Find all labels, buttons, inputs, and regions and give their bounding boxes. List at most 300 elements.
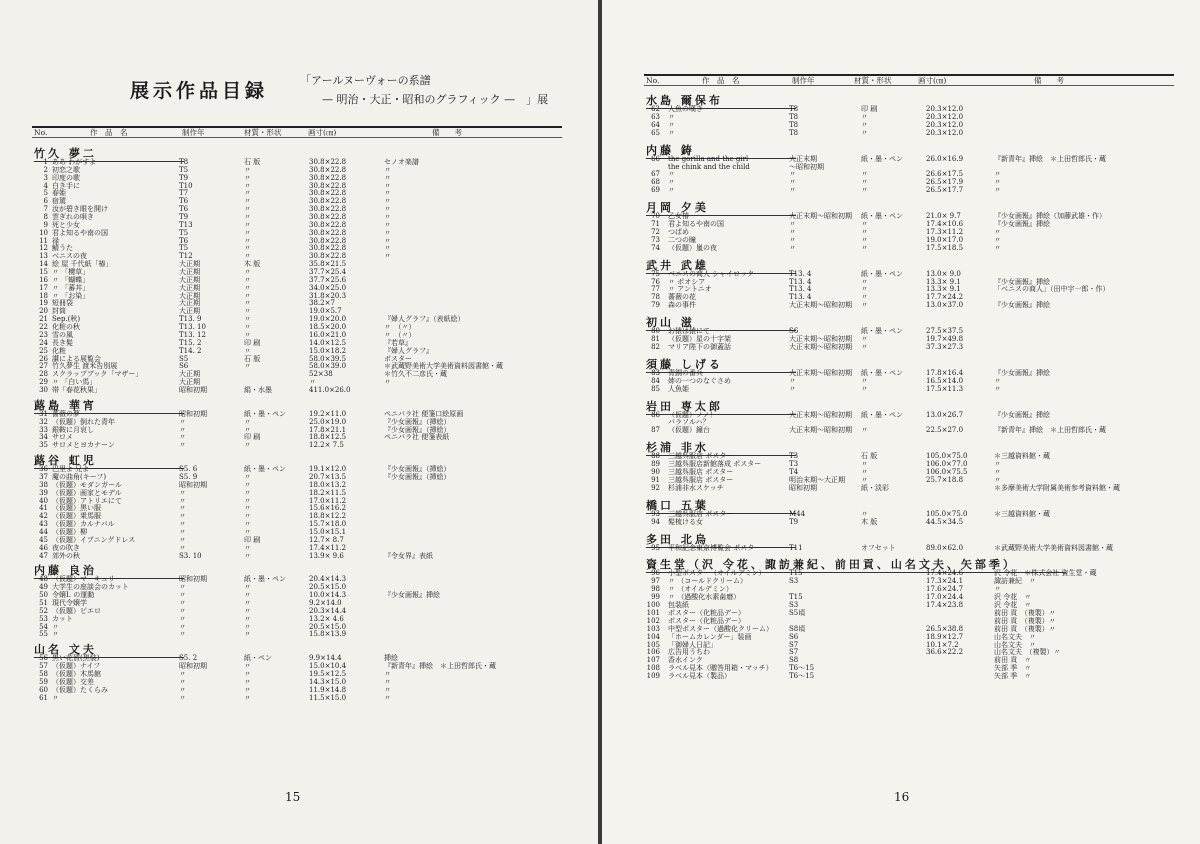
work-title: 薔薇の花 xyxy=(668,293,696,302)
work-year: T12 xyxy=(179,252,193,261)
work-no: 62 xyxy=(651,105,660,113)
table-row xyxy=(34,331,574,339)
work-material: 木 版 xyxy=(244,260,261,269)
work-size: 89.0×62.0 xyxy=(926,543,964,552)
work-no: 60 xyxy=(39,685,48,694)
work-size: 18.9×12.7 xyxy=(926,632,964,641)
table-row xyxy=(34,268,574,276)
work-size: 9.2×14.0 xyxy=(309,599,342,607)
work-no: 78 xyxy=(651,293,660,302)
work-material: 〃 xyxy=(244,417,251,426)
work-size: 20.3×12.0 xyxy=(926,120,964,129)
work-material: 〃 xyxy=(244,512,251,521)
work-material: 絹・水墨 xyxy=(244,385,272,394)
table-row xyxy=(34,260,574,268)
work-no: 104 xyxy=(646,632,660,641)
table-row xyxy=(34,599,574,607)
work-material: 〃 xyxy=(244,197,251,206)
work-material: 〃 xyxy=(861,384,868,393)
work-year: T8 xyxy=(789,105,799,113)
table-row xyxy=(646,113,1186,121)
work-material: 〃 xyxy=(244,614,251,623)
work-note: 〃 xyxy=(994,186,1001,195)
table-row xyxy=(646,301,1186,309)
work-material: 〃 xyxy=(244,165,251,174)
section-title: 月岡 夕美 xyxy=(646,199,796,216)
work-size: 13.0× 9.0 xyxy=(926,269,961,278)
table-row xyxy=(34,465,574,473)
work-no: 108 xyxy=(646,664,660,673)
work-no: 70 xyxy=(651,212,660,221)
work-no: 73 xyxy=(651,235,660,244)
work-no: 66 xyxy=(651,154,660,163)
work-title: （仮題）鐘台 xyxy=(668,426,710,435)
work-title: （仮題）たくらみ xyxy=(52,685,108,694)
work-year: S5 xyxy=(179,354,189,363)
table-row xyxy=(34,630,574,638)
work-no: 45 xyxy=(39,535,48,544)
table-row xyxy=(34,473,574,481)
work-title: マリア陛下の御蓋話 xyxy=(668,342,731,351)
work-no: 29 xyxy=(39,378,48,387)
table-row xyxy=(34,694,574,702)
work-year: T7 xyxy=(179,189,189,198)
work-title: （仮題）ノノ！ xyxy=(668,410,717,419)
work-year: S3 xyxy=(789,601,799,609)
work-title: 帯「春花秋果」 xyxy=(52,385,101,394)
work-year: 大正期 xyxy=(179,299,200,308)
work-note: 山名文夫 （複製）〃 xyxy=(994,648,1061,657)
work-year: S6 xyxy=(789,632,799,641)
work-note: 〃 xyxy=(384,189,391,198)
work-no: 89 xyxy=(651,460,660,469)
work-size: 25.7×18.8 xyxy=(926,475,964,484)
work-material: 〃 xyxy=(244,472,251,481)
exhibition-subtitle: — 明治・大正・昭和のグラフィック — 」展 xyxy=(322,93,549,106)
work-size: 30.8×22.8 xyxy=(309,205,347,214)
work-title: 封筒 xyxy=(52,307,66,316)
work-no: 81 xyxy=(651,335,660,343)
header-work: 作 品 名 xyxy=(702,76,740,85)
work-material: 〃 xyxy=(244,299,251,308)
header-size: 画寸(㎝) xyxy=(308,128,337,137)
work-title: （仮題）乗馬服 xyxy=(52,512,101,521)
work-note: 〃 xyxy=(994,585,1001,594)
work-note: 沢 令花 〃 xyxy=(994,593,1032,602)
work-year: 大正期 xyxy=(179,275,200,284)
work-size: 20.3×12.0 xyxy=(926,105,964,113)
work-material: 〃 xyxy=(244,291,251,300)
work-no: 55 xyxy=(39,630,48,639)
work-no: 84 xyxy=(651,376,660,385)
table-row xyxy=(34,244,574,252)
work-year: 昭和初期 xyxy=(179,480,207,489)
work-title: ポスター（化粧品デー） xyxy=(668,608,745,617)
work-note: 『少女画報』挿絵 xyxy=(384,591,440,600)
work-year: S5. 6 xyxy=(179,465,198,474)
work-size: 18.0×13.2 xyxy=(309,480,347,489)
work-year: 〃 xyxy=(179,543,186,552)
work-size: 31.8×20.3 xyxy=(309,291,347,300)
work-size: 13.3× 9.1 xyxy=(926,285,961,294)
work-material: 〃 xyxy=(244,693,251,702)
work-size: 26.5×17.7 xyxy=(926,186,964,195)
table-row xyxy=(34,481,574,489)
work-year: T8 xyxy=(789,112,799,121)
work-title: 長き髪 xyxy=(52,338,73,347)
work-size: 17.8×16.4 xyxy=(926,368,964,377)
work-material: 〃 xyxy=(244,480,251,489)
section-title: 武井 武雄 xyxy=(646,257,796,274)
work-no: 39 xyxy=(39,488,48,497)
work-size: 13.3× 9.1 xyxy=(926,277,961,286)
work-size: 52×38 xyxy=(309,370,333,379)
table-row xyxy=(646,633,1186,641)
work-year: S6 xyxy=(179,362,189,371)
table-row xyxy=(646,641,1186,649)
work-no: 69 xyxy=(651,186,660,195)
work-year: 大正期 xyxy=(179,260,200,269)
work-note: 〃 xyxy=(384,173,391,182)
work-size: 30.8×22.8 xyxy=(309,236,347,245)
work-title: 汝が碧き眼を開け xyxy=(52,205,108,214)
work-note: 『少女画報』挿絵 xyxy=(994,220,1050,228)
work-note: 〃 xyxy=(994,384,1001,393)
work-note: 前田 貢 （複製）〃 xyxy=(994,616,1056,625)
work-year: S5. 2 xyxy=(179,654,198,663)
work-title: the chink and the child xyxy=(668,162,750,171)
work-note: 〃 xyxy=(994,460,1001,469)
work-title: 禄 xyxy=(52,236,59,245)
table-row xyxy=(646,426,1186,434)
work-note: ペニバラ社 便箋表紙 xyxy=(384,433,450,442)
work-title: 白き手に xyxy=(52,181,80,190)
work-size: 30.8×22.8 xyxy=(309,213,347,222)
work-title: 「御婦人日記」 xyxy=(668,640,717,649)
work-size: 17.5×18.5 xyxy=(926,243,964,252)
work-title: （仮題）マーキュリー xyxy=(52,575,122,584)
table-row xyxy=(34,426,574,434)
table-row xyxy=(34,686,574,694)
work-note: 〃 xyxy=(994,468,1001,476)
work-no: 96 xyxy=(651,569,660,578)
work-note: 『少女画報』挿絵（加藤武雄・作） xyxy=(994,212,1106,221)
table-row xyxy=(646,476,1186,484)
work-title: 〃 xyxy=(668,178,675,187)
table-row xyxy=(34,497,574,505)
work-no: 20 xyxy=(39,307,48,316)
work-title: 郊外の秋 xyxy=(52,551,80,560)
work-size: 26.5×38.8 xyxy=(926,624,964,633)
work-note: ポスター xyxy=(384,354,412,363)
work-title: 平和記念東京博覧会 ポスター xyxy=(668,543,762,552)
work-year: 明治末期〜大正期 xyxy=(789,475,845,484)
work-year: T9 xyxy=(179,173,189,182)
work-title: 巴里よ 兄よ xyxy=(52,465,90,474)
work-material: 〃 xyxy=(244,275,251,284)
work-no: 97 xyxy=(651,577,660,586)
column-header xyxy=(644,74,1174,86)
work-size: 19.5×12.5 xyxy=(309,670,347,679)
work-size: 15.8×13.9 xyxy=(309,630,347,639)
table-row xyxy=(646,244,1186,252)
work-title: Sep.(秋) xyxy=(52,315,81,324)
work-no: 38 xyxy=(39,480,48,489)
work-material: 石 版 xyxy=(244,354,261,363)
work-no: 102 xyxy=(646,616,660,625)
table-row xyxy=(646,601,1186,609)
work-note: 『婦人グラフ』 xyxy=(384,346,433,355)
work-note: 山名文夫 〃 xyxy=(994,632,1036,641)
work-size: 17.3×24.1 xyxy=(926,577,964,586)
work-no: 76 xyxy=(651,277,660,286)
work-material: 〃 xyxy=(861,128,868,137)
work-year: 昭和初期 xyxy=(179,385,207,394)
work-size: 17.0×11.2 xyxy=(309,496,347,505)
work-note: 『少女画報』挿絵 xyxy=(994,368,1050,377)
work-no: 5 xyxy=(43,189,48,198)
work-material: 〃 xyxy=(244,236,251,245)
work-title: 化粧の秋 xyxy=(52,323,80,332)
work-no: 25 xyxy=(39,346,48,355)
work-size: 106.0×77.0 xyxy=(926,460,968,469)
work-year: T3 xyxy=(789,452,799,461)
work-size: 106.0×75.5 xyxy=(926,468,968,476)
work-title: 黒い花賀(黒装) xyxy=(52,654,100,663)
work-no: 106 xyxy=(646,648,660,657)
work-size: 30.8×22.8 xyxy=(309,228,347,237)
work-no: 95 xyxy=(651,543,660,552)
work-no: 8 xyxy=(43,213,48,222)
work-size: 12.2× 7.5 xyxy=(309,441,344,450)
work-material: 〃 xyxy=(244,551,251,560)
work-size: 18.2×11.5 xyxy=(309,488,347,497)
work-title: 二つの瞳 xyxy=(668,235,696,244)
work-title: ポスター（化粧品デー） xyxy=(668,616,745,625)
work-size: 17.8×21.1 xyxy=(309,425,347,434)
work-material: 〃 xyxy=(861,186,868,195)
work-note: 前田 貢 （複製）〃 xyxy=(994,608,1056,617)
work-year: 大正期 xyxy=(179,291,200,300)
work-material: 〃 xyxy=(861,293,868,302)
work-material: 〃 xyxy=(861,509,868,518)
work-note: 〃 xyxy=(994,170,1001,179)
section-title: 岩田 専太郎 xyxy=(646,398,796,415)
work-material: 木 版 xyxy=(861,517,878,526)
work-size: 37.7×25.4 xyxy=(309,268,347,277)
work-year: 〃 xyxy=(179,685,186,694)
work-year: 〃 xyxy=(179,591,186,600)
work-size: 26.5×17.9 xyxy=(926,178,964,187)
work-note: 『若草』 xyxy=(384,338,412,347)
work-title: 〃 xyxy=(668,128,675,137)
work-no: 9 xyxy=(43,220,48,229)
header-year: 制作年 xyxy=(792,76,815,85)
work-material: 紙・墨・ペン xyxy=(861,410,903,419)
work-size: 11.9×14.8 xyxy=(309,685,347,694)
work-year: T13. 9 xyxy=(179,315,202,324)
work-year: 〃 xyxy=(789,220,796,228)
work-title: サロメ xyxy=(52,433,73,442)
section-title: 橋口 五葉 xyxy=(646,497,796,514)
work-title: 薔薇の夢 xyxy=(52,409,80,418)
work-title: 短冊袋 xyxy=(52,299,73,308)
work-year: 〃 xyxy=(179,512,186,521)
work-year: 〃 xyxy=(179,606,186,615)
work-note: 『少女画報』挿絵 xyxy=(994,301,1050,310)
work-material: 〃 xyxy=(244,441,251,450)
work-year: T8 xyxy=(789,120,799,129)
work-title: （仮題）イブニングドレス xyxy=(52,535,136,544)
work-note: 〃 xyxy=(384,181,391,190)
work-title: （仮題）画家とモデル xyxy=(52,488,122,497)
table-row xyxy=(646,293,1186,301)
table-row xyxy=(34,544,574,552)
table-row xyxy=(646,377,1186,385)
work-year: 〃 xyxy=(179,433,186,442)
table-row xyxy=(646,411,1186,419)
work-no: 10 xyxy=(39,228,48,237)
work-title: ベニスの夜 xyxy=(52,252,87,261)
work-material: 〃 xyxy=(244,520,251,529)
catalog-title: 展示作品目録 xyxy=(130,80,269,102)
work-no: 13 xyxy=(39,252,48,261)
section-title: 山名 文夫 xyxy=(34,641,184,658)
work-title: 人魚姫 xyxy=(668,384,689,393)
work-size: 15.7×18.0 xyxy=(309,520,347,529)
work-note: 『少女画報』（挿絵） xyxy=(384,425,451,434)
work-year: 〃 xyxy=(179,520,186,529)
work-title: 〃 xyxy=(52,622,59,631)
table-row xyxy=(646,460,1186,468)
table-row xyxy=(34,299,574,307)
work-year: 〃 xyxy=(179,488,186,497)
work-material: 〃 xyxy=(244,228,251,237)
work-title: スクラップブック「マザー」 xyxy=(52,370,143,379)
work-size: 19.2×11.0 xyxy=(309,409,347,418)
work-title: 〃 「白い馬」 xyxy=(52,378,97,387)
section-title: 蕗島 華宵 xyxy=(34,397,184,414)
table-row xyxy=(34,197,574,205)
section-title: 内藤 鋳 xyxy=(646,142,796,159)
table-row xyxy=(34,284,574,292)
work-title: つばめ xyxy=(668,227,689,236)
work-size: 105.0×75.0 xyxy=(926,452,968,461)
work-note: 『少女画報』挿絵 xyxy=(994,277,1050,286)
work-material: 〃 xyxy=(244,630,251,639)
work-note: 〃 xyxy=(384,677,391,686)
work-no: 34 xyxy=(39,433,48,442)
work-title: 〃 xyxy=(668,186,675,195)
work-year: 昭和初期 xyxy=(789,483,817,492)
work-no: 63 xyxy=(651,112,660,121)
work-material: 〃 xyxy=(861,342,868,351)
work-no: 68 xyxy=(651,178,660,187)
work-note: 〃 xyxy=(384,378,391,387)
work-title: 〃 ポオシア xyxy=(668,277,706,286)
left-page xyxy=(0,0,598,844)
work-note: 〃 （〃） xyxy=(384,330,416,339)
work-material: 紙・墨・ペン xyxy=(861,368,903,377)
work-size: 411.0×26.0 xyxy=(309,385,351,394)
work-no: 100 xyxy=(646,601,660,609)
work-size: 22.5×27.0 xyxy=(926,426,964,435)
work-note: ＊竹久不二彦氏・蔵 xyxy=(384,370,447,379)
work-note: 〃 xyxy=(384,685,391,694)
work-year: 大正末期〜昭和初期 xyxy=(789,212,852,221)
work-title: 鯖うた xyxy=(52,244,73,253)
work-year: T3 xyxy=(789,460,799,469)
work-note: 〃 xyxy=(384,693,391,702)
work-size: 27.5×37.5 xyxy=(926,327,964,336)
work-no: 22 xyxy=(39,323,48,332)
table-row xyxy=(646,170,1186,178)
work-note: 沢 令花 〃 xyxy=(994,601,1032,609)
work-note: 〃 xyxy=(994,376,1001,385)
work-material: 紙・墨・ペン xyxy=(861,154,903,163)
work-year: T6〜15 xyxy=(789,664,815,673)
work-no: 51 xyxy=(39,599,48,607)
work-size: 〃 xyxy=(309,378,316,387)
table-row xyxy=(646,452,1186,460)
work-no: 88 xyxy=(651,452,660,461)
work-title: 人魚の嘆き xyxy=(668,105,703,113)
header-year: 制作年 xyxy=(182,128,205,137)
table-row xyxy=(646,518,1186,526)
work-material: 紙・墨・ペン xyxy=(861,212,903,221)
work-title: 春姫 xyxy=(52,189,66,198)
column-header xyxy=(32,126,562,138)
header-no: No. xyxy=(34,128,48,137)
work-year: 〃 xyxy=(179,670,186,679)
header-work: 作 品 名 xyxy=(90,128,128,137)
work-material: 〃 xyxy=(244,583,251,592)
work-note: 『新青年』挿絵 ＊上田哲郎氏・蔵 xyxy=(994,426,1106,435)
work-size: 20.5×15.0 xyxy=(309,583,347,592)
table-row xyxy=(34,237,574,245)
work-title: 雪の風 xyxy=(52,330,73,339)
work-size: 12.7× 8.7 xyxy=(309,535,344,544)
section-title: 多田 北烏 xyxy=(646,531,796,548)
table-row xyxy=(34,670,574,678)
work-title: 〃 「蝴蝶」 xyxy=(52,275,90,284)
work-no: 92 xyxy=(651,483,660,492)
work-no: 67 xyxy=(651,170,660,179)
work-size: 30.8×22.8 xyxy=(309,244,347,253)
work-size: 9.9×14.4 xyxy=(309,654,342,663)
work-note: 〃 xyxy=(384,213,391,222)
work-year: 〃 xyxy=(179,599,186,607)
table-row xyxy=(34,552,574,560)
table-row xyxy=(34,410,574,418)
work-material: 〃 xyxy=(244,181,251,190)
work-no: 71 xyxy=(651,220,660,228)
work-year: T6 xyxy=(179,197,189,206)
work-no: 18 xyxy=(39,291,48,300)
work-year: S5. 9 xyxy=(179,472,198,481)
work-year: 昭和初期 xyxy=(179,575,207,584)
work-year: T10 xyxy=(179,181,193,190)
work-no: 11 xyxy=(39,236,48,245)
work-title: 森の事件 xyxy=(668,301,696,310)
work-year: 〃 xyxy=(179,622,186,631)
work-material: 〃 xyxy=(244,330,251,339)
work-material: 〃 xyxy=(861,301,868,310)
work-title: （仮題）嵐の夜 xyxy=(668,243,717,252)
work-material: 〃 xyxy=(861,285,868,294)
work-material: 紙・墨・ペン xyxy=(244,465,286,474)
work-note: 矢部 季 〃 xyxy=(994,672,1032,681)
